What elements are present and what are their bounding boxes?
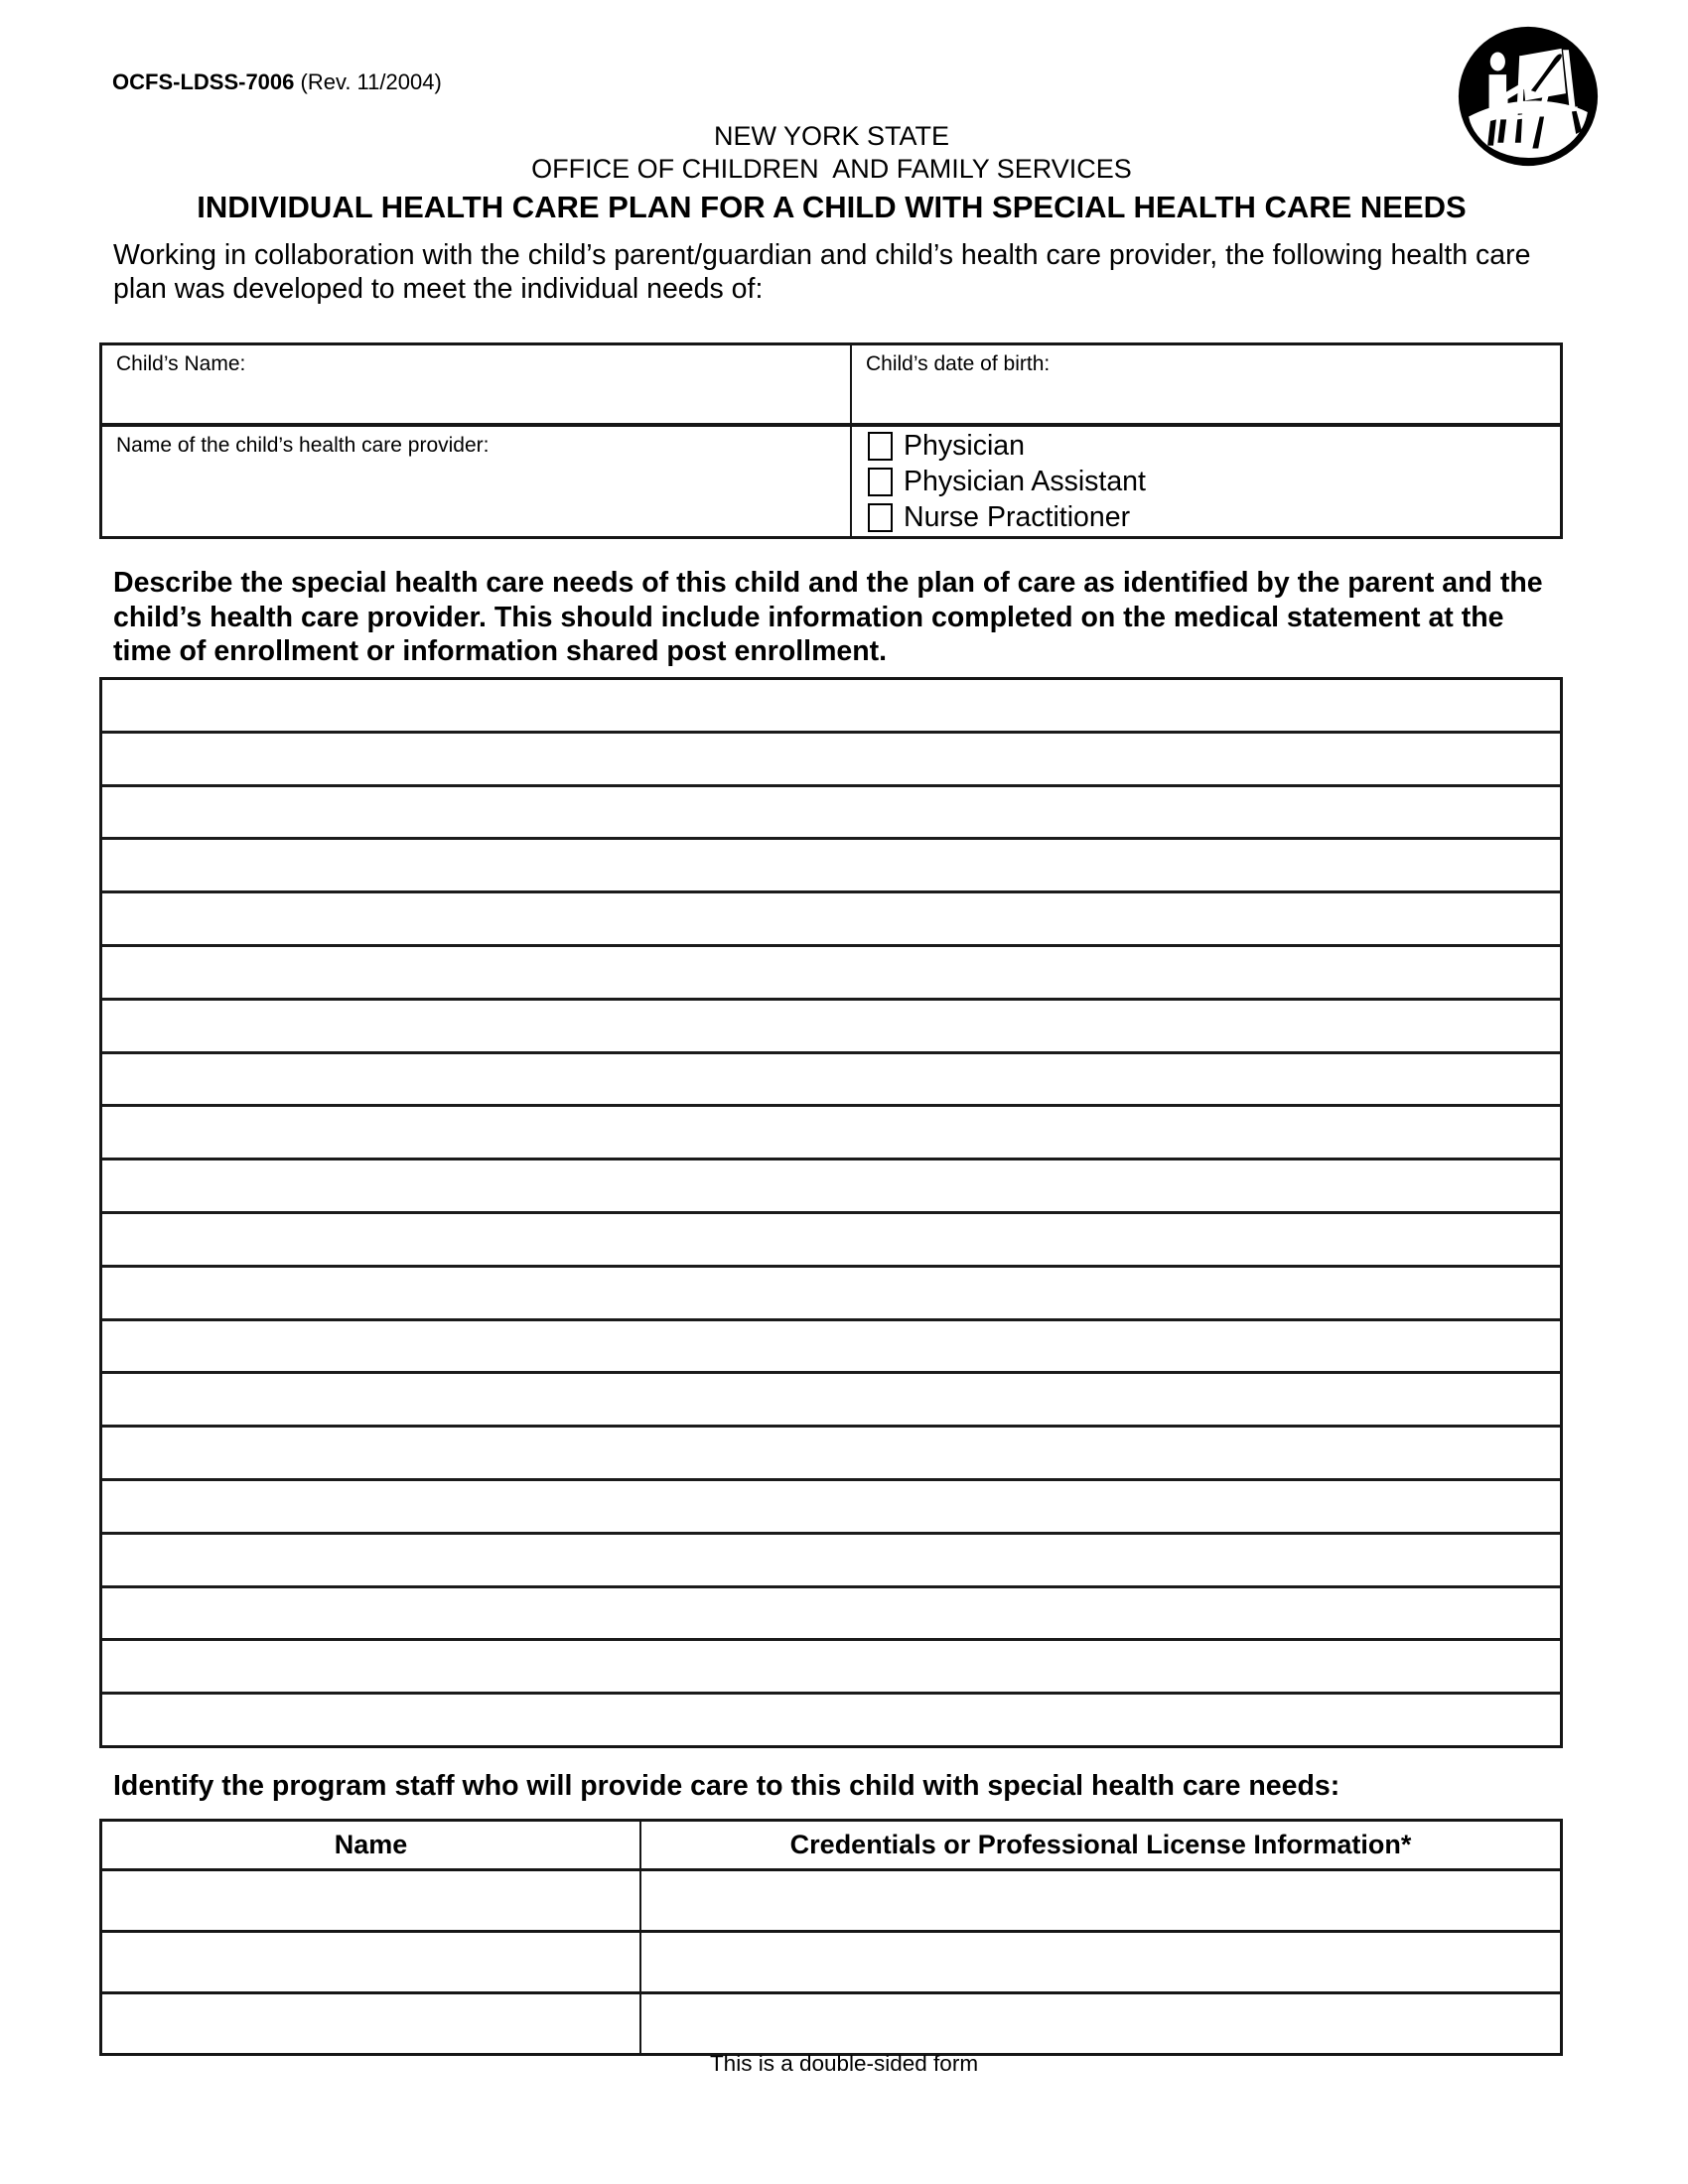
ruled-line[interactable] — [102, 1588, 1560, 1642]
child-info-row-1 — [102, 345, 1560, 427]
staff-name-cell[interactable] — [102, 1933, 641, 1991]
staff-name-cell[interactable] — [102, 1871, 641, 1930]
footer-note: This is a double-sided form — [709, 2051, 979, 2076]
ruled-line[interactable] — [102, 1214, 1560, 1268]
ruled-line[interactable] — [102, 1481, 1560, 1535]
ruled-line[interactable] — [102, 1001, 1560, 1054]
child-info-table — [99, 342, 1563, 539]
staff-row — [102, 1994, 1560, 2053]
staff-rows — [102, 1871, 1560, 2053]
form-number-code: OCFS-LDSS-7006 — [112, 69, 295, 94]
ruled-line[interactable] — [102, 1268, 1560, 1321]
child-dob-label: Child’s date of birth: — [866, 352, 1051, 375]
ruled-line[interactable] — [102, 680, 1560, 734]
ruled-line[interactable] — [102, 1695, 1560, 1745]
form-number-revision: (Rev. 11/2004) — [300, 69, 442, 94]
ruled-line[interactable] — [102, 893, 1560, 947]
ruled-line[interactable] — [102, 1160, 1560, 1214]
form-header — [99, 120, 1564, 226]
ruled-line[interactable] — [102, 1428, 1560, 1481]
form-title: INDIVIDUAL HEALTH CARE PLAN FOR A CHILD WITH SPECIAL HEALTH CARE NEEDS — [197, 190, 1467, 224]
provider-type-options — [852, 427, 1560, 536]
nurse-practitioner-checkbox[interactable] — [868, 503, 893, 532]
ruled-line[interactable] — [102, 1535, 1560, 1588]
provider-option-physician[interactable] — [868, 431, 1550, 461]
staff-table — [99, 1819, 1563, 2056]
staff-name-cell[interactable] — [102, 1994, 641, 2053]
staff-credentials-header: Credentials or Professional License Information* — [789, 1830, 1412, 1859]
staff-credentials-cell[interactable] — [641, 1871, 1560, 1930]
ruled-line[interactable] — [102, 1374, 1560, 1428]
child-dob-field[interactable] — [852, 345, 1560, 423]
provider-name-field[interactable] — [102, 427, 852, 536]
ruled-line[interactable] — [102, 734, 1560, 787]
provider-name-label: Name of the child’s health care provider: — [116, 434, 490, 457]
form-number — [112, 69, 442, 95]
ruled-line[interactable] — [102, 947, 1560, 1001]
agency-name-line2: OFFICE OF CHILDREN AND FAMILY SERVICES — [531, 154, 1132, 184]
staff-row — [102, 1871, 1560, 1933]
staff-prompt: Identify the program staff who will provide care to this child with special health care needs: — [113, 1770, 1340, 1802]
ruled-line[interactable] — [102, 840, 1560, 893]
describe-care-prompt: Describe the special health care needs of this child and the plan of care as identified by the parent and the child’s health care provider. This should include information completed on the medical statement at the time of enrollment or information shared post enrollment. — [113, 567, 1543, 667]
nurse-practitioner-label: Nurse Practitioner — [904, 501, 1131, 533]
ruled-line[interactable] — [102, 1641, 1560, 1695]
physician-label: Physician — [904, 430, 1025, 462]
ruled-line[interactable] — [102, 1107, 1560, 1160]
staff-name-header: Name — [102, 1822, 641, 1868]
child-info-row-2 — [102, 427, 1560, 536]
physician-assistant-checkbox[interactable] — [868, 468, 893, 496]
care-plan-writing-area[interactable] — [99, 677, 1563, 1748]
child-name-field[interactable] — [102, 345, 852, 423]
provider-option-physician-assistant[interactable] — [868, 467, 1550, 496]
child-name-label: Child’s Name: — [116, 352, 246, 375]
ruled-line[interactable] — [102, 1054, 1560, 1108]
staff-row — [102, 1933, 1560, 1994]
ruled-line[interactable] — [102, 1321, 1560, 1375]
staff-table-header — [102, 1822, 1560, 1871]
provider-option-nurse-practitioner[interactable] — [868, 502, 1550, 532]
staff-credentials-cell[interactable] — [641, 1933, 1560, 1991]
staff-credentials-cell[interactable] — [641, 1994, 1560, 2053]
intro-paragraph: Working in collaboration with the child’s parent/guardian and child’s health care provider, the following health care plan was developed to meet the individual needs of: — [113, 239, 1531, 305]
ruled-line[interactable] — [102, 787, 1560, 841]
physician-assistant-label: Physician Assistant — [904, 466, 1146, 497]
agency-name-line1: NEW YORK STATE — [713, 121, 950, 151]
physician-checkbox[interactable] — [868, 432, 893, 461]
